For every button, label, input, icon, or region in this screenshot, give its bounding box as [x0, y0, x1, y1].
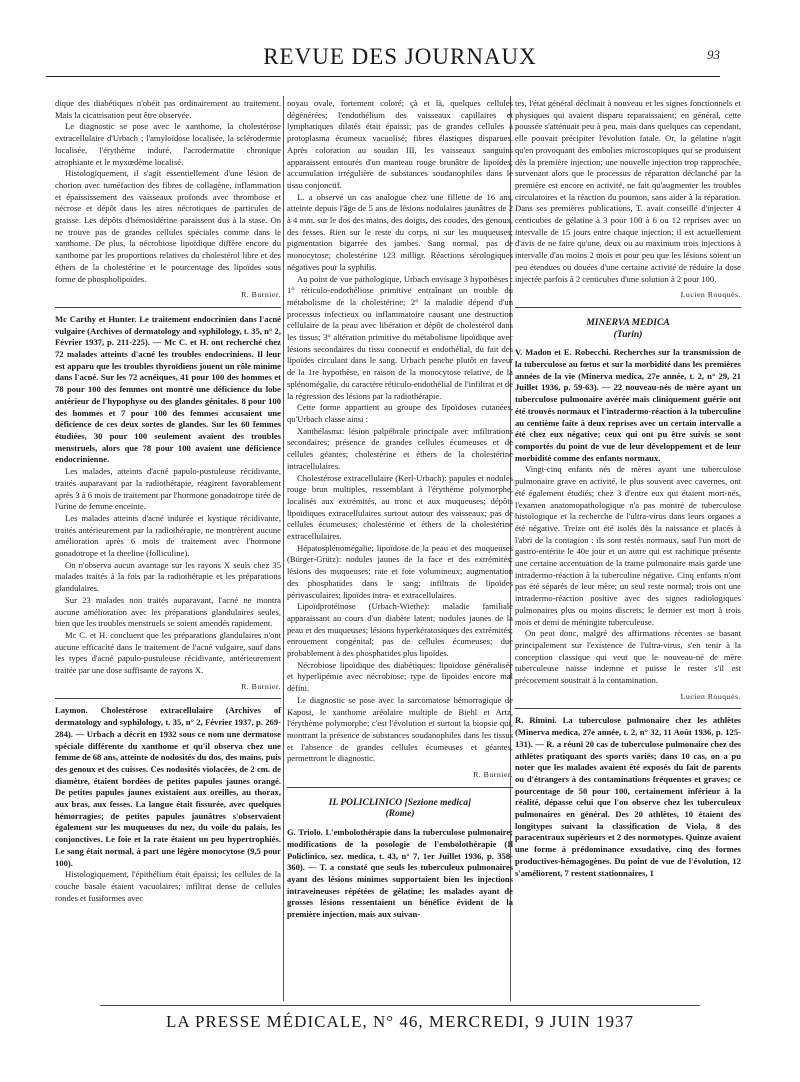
paragraph: Cholestérose extracellulaire (Kerl-Urbach): papules et nodules rouge brun multiples, ressemblant à l'érythème polymorphe, localisés aux extrémités, au tronc et aux muqueuses; dépôts lipoïdiques extracellulaires surtout autour des vaisseaux; pas de cellules écumeuses; cholestérine et éthers de la cholestérine extracellulaires.: [287, 472, 513, 542]
paragraph: Nécrobiose lipoïdique des diabétiques: lipoïdose généralisée et hyperlipémie avec nécrobiose; type de lipoïdes encore mal défini.: [287, 659, 513, 694]
author-signature: Lucien Rouquès.: [680, 290, 741, 300]
article-divider: [55, 698, 281, 699]
journal-city: (Rome): [385, 809, 415, 820]
article-divider: [55, 307, 281, 308]
author-signature: R. Burnier.: [473, 770, 513, 780]
article-abstract: Laymon. Cholestérose extracellulaire (Archives of dermatology and syphilology, t. 35, n° 2, Février 1937, p. 269-284). — Urbach a décrit en 1932 sous ce nom une dermatose spéciale différente du xanthome et qu'il observa chez une femme de 68 ans, atteinte de nodosités du dos, des mains, puis des genoux et des cuisses. Ces nodosités violacées, de 2 cm. de diamètre, étaient bordées de petites papules jaunes orangé. De petites papules jaunes existaient aux oreilles, au thorax, aux bras, aux fesses. La langue était fissurée, avec quelques hémorragies; de petites papules jaunâtres s'observaient également sur les muqueuses du nez, du voile du palais, les conjonctives. Le foie et la rate étaient un peu hypertrophiés. Le sang était normal, à part une légère monocytose (9,5 pour 100).: [55, 705, 281, 868]
column-left: [55, 98, 281, 998]
article-divider: [515, 708, 741, 709]
column-right: [515, 98, 741, 998]
journal-heading: IL POLICLINICO [Sezione medica]: [328, 797, 472, 808]
article-abstract: V. Madon et E. Robecchi. Recherches sur la transmission de la tuberculose au fœtus et sur la morbidité dans les premières années de la vie (Minerva medica, 27e année, t. 2, n° 29, 21 Juillet 1936, p. 59-63). — 22 nouveau-nés de mère ayant un tuberculose pulmonaire avérée mais cliniquement guérie ont été trouvés normaux et l'intradermo-réaction à la tuberculine au centième faite à deux reprises avec un certain intervalle a été chez eux négative; ceux qui ont pu être suivis se sont comportés du point de vue de leur développement et de leur morbidité comme des enfants normaux.: [515, 347, 741, 463]
paragraph: On n'observa aucun avantage sur les rayons X seuls chez 35 malades traités à la fois par la radiothérapie et les préparations glandulaires.: [55, 559, 281, 594]
paragraph: Cette forme appartient au groupe des lipoïdoses cutanées, qu'Urbach classe ainsi :: [287, 402, 513, 424]
article-abstract: Mc Carthy et Hunter. Le traitement endocrinien dans l'acné vulgaire (Archives of dermatology and syphilology, t. 35, n° 2, Février 1937, p. 211-225). — Mc C. et H. ont recherché chez 72 malades atteints d'acné les troubles endocriniens. Il leur est apparu que les troubles thyroïdiens jouent un rôle minime dans l'acné. Sur les 72 acnéiques, 41 pour 100 des hommes et 78 pour 100 des femmes ont montré une déficience du lobe antérieur de l'hypophyse ou des glandes génitales. 8 pour 100 des hommes et 7 pour 100 des femmes accusaient une déficience de ces deux sortes de glandes. Sur les 60 femmes étudiées, 30 pour 100 seulement avaient des troubles menstruels, alors que 78 pour 100 avaient une déficience endocrinienne.: [55, 313, 281, 465]
footer-divider: [100, 1005, 700, 1006]
page-number: 93: [707, 47, 720, 62]
paragraph: Le diagnostic se pose avec le xanthome, la cholestérose extracellulaire d'Urbach ; l'amyloïdose localisée, la sclérodermie localisée, l'érythème induré, l'acrodermatite chronique atrophiante et le myxœdème localisé.: [55, 121, 281, 167]
article-abstract: R. Rimini. La tuberculose pulmonaire chez les athlètes (Minerva medica, 27e année, t. 2, n° 32, 11 Août 1936, p. 125-131). — R. a réuni 20 cas de tuberculose pulmonaire chez des athlètes pratiquant des sports variés; dans 10 cas, on a pu noter que les malades avaient été exposés du fait de parents ou d'étrangers à des contaminations fréquentes et graves; ce pourcentage de 50 pour 100, certainement inférieur à la réalité, dépasse celui que l'on observe chez les tuberculeux pulmonaires en général. Des 20 athlètes, 10 étaient des longitypes suivant la classification de Viola, 8 des paracentraux supérieurs et 2 des normotypes. Quinze avaient une forme à prédominance exsudative, cinq des formes productives-hémagogènes. Du point de vue de l'évolution, 12 s'améliorent, 7 restent stationnaires, 1: [515, 715, 741, 878]
paragraph: Les malades, atteints d'acné papulo-pustuleuse récidivante, traités auparavant par la radiothérapie, réagirent favorablement après 3 à 6 mois de traitement par l'hormone gonadotrope tirée de l'urine de femme enceinte.: [55, 466, 281, 512]
column-middle: [287, 98, 513, 998]
paragraph: Histologiquement, l'épithélium était épaissi; les cellules de la couche basale étaient vacuolaires; infiltrat dense de cellules rondes et fusiformes avec: [55, 869, 281, 903]
column-divider: [283, 96, 284, 1001]
paragraph: dique des diabétiques n'obéit pas ordinairement au traitement. Mais la cicatrisation peut être observée.: [55, 98, 281, 120]
page-header-title: REVUE DES JOURNAUX: [263, 44, 537, 69]
paragraph: Hépatosplénomégalie; lipoïdose de la peau et des muqueuses (Bürger-Grütz): nodules jaunes de la face et des extrémités; lésions des muqueuses; rate et foie volumineux; augmentation des phosphatides dans le sang; infiltrats de lipoïdes périvasculaires; lipoïdes intra- et extracellulaires.: [287, 542, 513, 600]
paragraph: noyau ovale, fortement coloré; çà et là, quelques cellules dégénérées; l'endothélium des vaisseaux capillaires et lymphatiques dilatés était épaissi; pas de grandes cellules à protoplasma écumeux vacuolisé; fibres élastiques disparues. Après coloration au soudan III, les vaisseaux sanguins apparaissent entourés d'un manteau rouge brunâtre de lipoïdes; accumulation irrégulière de substances soudanophiles dans le tissu conjonctif.: [287, 98, 513, 190]
paragraph: Sur 23 malades non traités auparavant, l'acné ne montra aucune amélioration avec les préparations glandulaires seules, bien que les troubles menstruels se soient amendés rapidement.: [55, 594, 281, 629]
journal-heading: MINERVA MEDICA: [586, 317, 670, 328]
paragraph: Histologiquement, il s'agit essentiellement d'une lésion de chorion avec tuméfaction des fibres de collagène, inflammation et épaississement des vaisseaux profonds avec thrombose et nécrose et dépôt dans les aires nécrotiques de particules de graisse. Les dépôts d'hémosidérine paraissent dus à la stase. On ne trouve pas de grandes cellules spéciales comme dans le xanthome. De plus, la nécrobiose lipoïdique diffère encore du xanthome par les proportions relatives du cholestérol libre et des éthers de la cholestérine et le pourcentage des lipoïdes sous forme de phospholipoïdes.: [55, 168, 281, 284]
paragraph: Les malades atteints d'acné indurée et kystique récidivante, traités antérieurement par la radiothérapie, ne montrèrent aucune amélioration après 6 mois de traitement avec l'hormone gonadotrope et la theeline (folliculine).: [55, 512, 281, 559]
paragraph: Lipoïdprotéinose (Urbach-Wiethe): maladie familiale apparaissant au cours d'un diabète latent; nodules jaunes de la peau et des muqueuses; lésions hyperkératosiques des extrémités; enrouement congénital; pas de cellules écumeuses; due probablement à des phosphatides plus lipoïdes.: [287, 601, 513, 659]
header-divider: [46, 76, 720, 77]
paragraph: Xanthélasma: lésion palpébrale principale avec infiltrations secondaires; présence de grandes cellules écumeuses et de cellules géantes; cholestérine et éthers de la cholestérine intracellulaires.: [287, 425, 513, 471]
paragraph: Mc C. et H. concluent que les préparations glandulaires n'ont aucune efficacité dans le traitement de l'acné vulgaire, sauf dans les types d'acné papulo-pustuleuse récidivante, antérieurement traitée par une dose suffisante de rayons X.: [55, 629, 281, 676]
article-divider: [515, 307, 741, 308]
paragraph: Vingt-cinq enfants nés de mères ayant une tuberculose pulmonaire grave en activité, le plus souvent avec cavernes, ont été également étudiés; chez 3 d'entre eux qui étaient mort-nés, l'examen anatomopathologique n'a pas montré de tuberculose histologique et la recherche de l'ultra-virus dans leurs organes a été négative. Treize ont été isolés dès la naissance et placés à l'abri de la contagion : ils sont restés normaux, sauf l'un mort de gastro-entérite le 40e jour et un autre qui est rachitique présente une certaine accentuation de la trame pulmonaire mais garde une intradermo-réaction à la tuberculine négative. Cinq enfants n'ont pas été séparés de leur mère; un seul reste normal; trois ont une intradermo-réaction positive avec des signes radiologiques pulmonaires plus ou moins discrets; le dernier est mort à trois mois et demi de méningite tuberculeuse.: [515, 464, 741, 627]
paragraph: tes, l'état général déclinait à nouveau et les signes fonctionnels et physiques qui avaient disparu reparaissaient; en général, cette poussée s'atténuait peu à peu, mais dans quelques cas cependant, elle pouvait précipiter l'évolution fatale. Or, la gélatine n'agit qu'en provoquant des embolies microscopiques qui se produisent dès la première injection; une nouvelle injection trop rapprochée, survenant alors que le processus de réparation déclanché par la première est encore en activité, ne fait qu'augmenter les troubles circulatoires et la réaction du poumon, sans aider à la réparation. Dans ses premières publications, T. avait conseillé d'injecter 4 centicubes de gélatine à 3 pour 100 à 6 ou 12 reprises avec un intervalle de 15 jours entre chaque injection; il est actuellement d'avis de ne faire qu'une, deux ou au maximum trois injections à intervalle d'au moins 2 mois et pour peu que les lésions soient un peu étendues ou douées d'une certaine activité de réduire la dose injectée parfois à 2 centicubes d'une solution à 2 pour 100.: [515, 98, 741, 284]
article-abstract: G. Triolo. L'embolothérapie dans la tuberculose pulmonaire; modifications de la posologie de l'embolothérapie (Il Policlinico, sez. medica, t. 43, n° 7, 1er Juillet 1936, p. 358-360). — T. a constaté que seuls les tuberculeux pulmonaires ayant des lésions minimes supportaient bien les injections intraveineuses répétées de gélatine; les malades ayant de grosses lésions ressentaient un bénéfice évident de la première injection, mais aux suivan-: [287, 827, 513, 920]
journal-city: (Turin): [613, 329, 643, 340]
page-footer: LA PRESSE MÉDICALE, N° 46, MERCREDI, 9 JUIN 1937: [165, 1012, 634, 1031]
paragraph: Le diagnostic se pose avec la sarcomatose hémorragique de Kaposi, le xanthome aréolaire multiple de Biehl et Artz, l'érythème polymorphe; c'est l'évolution et surtout la biopsie qui, montrant la présence de substances soudanophiles dans les tissus et l'absence de grandes cellules écumeuses et géantes, permettront le diagnostic.: [287, 694, 513, 764]
author-signature: R. Burnier.: [241, 290, 281, 300]
author-signature: Lucien Rouquès.: [680, 691, 741, 701]
article-divider: [287, 787, 513, 788]
paragraph: On peut donc, malgré des affirmations récentes se basant principalement sur l'existence de l'ultra-virus, s'en tenir à la conception classique qui veut que le nouveau-né de mère tuberculeuse naisse indemne et puisse le rester s'il est précocement soustrait à la contamination.: [515, 628, 741, 686]
paragraph: Au point de vue pathologique, Urbach envisage 3 hypothèses : 1° réticulo-endothéliose primitive entraînant un trouble du métabolisme de la cholestérine; 2° la maladie dépend d'un processus infectieux ou inflammatoire causant une destruction cellulaire de la peau avec libération et dépôt de cholestérol dans les tissus; 3° altération primitive du métabolisme lipoïdique avec lésions secondaires du tissu connectif et endothélial, du fait des lipoïdes circulant dans le sang. Urbach penche plutôt en faveur de la 1re hypothèse, en raison de la monocytose relative, de la splénomégalie, du caractère réticulo-endothélial de l'infiltrat et de la régression des lésions par la radiothérapie.: [287, 273, 513, 401]
author-signature: R. Burnier.: [241, 681, 281, 691]
paragraph: L. a observé un cas analogue chez une fillette de 16 ans, atteinte depuis l'âge de 5 ans de lésions nodulaires jaunâtres de 2 à 4 mm. sur le dos des mains, des doigts, des coudes, des genoux, des fesses. Rien sur le reste du corps, ni sur les muqueuses; pigmentation bigarrée des jambes. Sang normal, pas de monocytose; cholestérine 123 milligr. Réactions sérologiques négatives pour la syphilis.: [287, 191, 513, 272]
